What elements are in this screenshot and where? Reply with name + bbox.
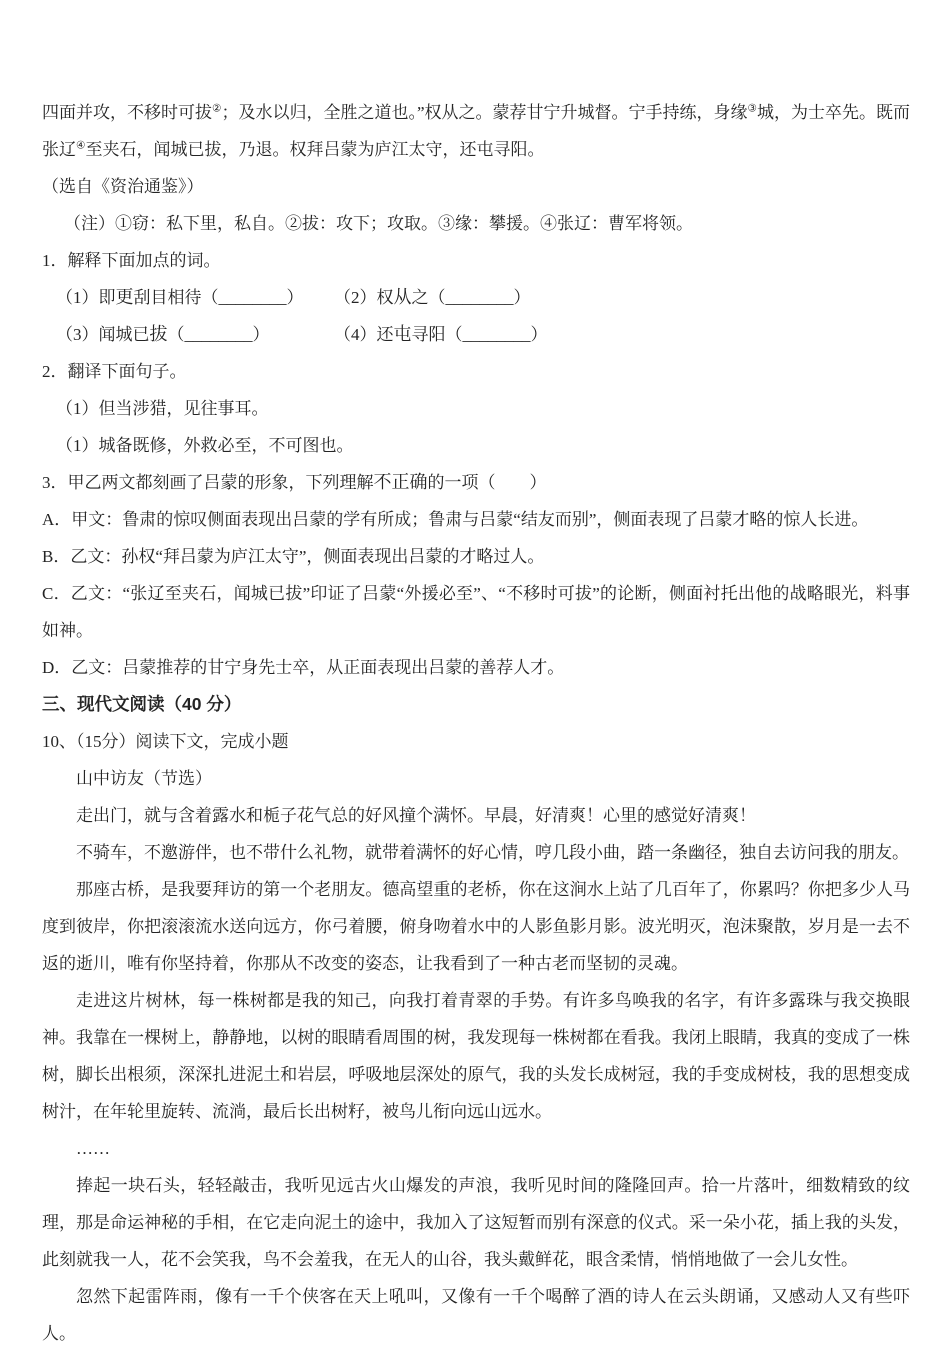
text-run: 3．甲乙两文都刻画了吕蒙的形象，下列理解 [42,473,374,492]
emphasized-word: 屯 [393,324,412,344]
text-run: （4）还 [334,325,394,344]
question-1-item-4 [334,316,548,353]
text-run: 刮目相待（________） [133,288,304,307]
text-run: （3）闻城已 [56,325,150,344]
question-1-row-1 [42,279,910,316]
text-run: （________） [167,325,270,344]
question-2-item-2: （1）城备既修，外救必至，不可图也。 [56,436,354,455]
question-3-prompt [42,464,910,501]
reading-ellipsis: …… [76,1139,110,1158]
reading-paragraph: 那座古桥，是我要拜访的第一个老朋友。德高望重的老桥，你在这涧水上站了几百年了，你累吗？你把多少人马度到彼岸，你把滚滚流水送向远方，你弓着腰，俯身吻着水中的人影鱼影月影。波光明灭，泡沫聚散，岁月是一去不返的逝川，唯有你坚持着，你那从不改变的姿态，让我看到了一种古老而坚韧的灵魂。 [42,880,910,973]
question-2-item-1: （1）但当涉猎，见往事耳。 [56,399,269,418]
reading-paragraph: 走出门，就与含着露水和栀子花气总的好风撞个满怀。早晨，好清爽！心里的感觉好清爽！ [76,806,756,825]
emphasized-word: 不正确 [373,472,428,492]
reading-title: 山中访友（节选） [76,769,212,788]
question-10-intro: 10、（15分）阅读下文，完成小题 [42,732,289,751]
emphasized-word: 更 [115,287,134,307]
reading-paragraph: 不骑车，不邀游伴，也不带什么礼物，就带着满怀的好心情，哼几段小曲，踏一条幽径，独自去访问我的朋友。 [76,843,909,862]
text-run: 寻阳（________） [411,325,548,344]
text-run: 之（________） [411,288,531,307]
question-3-option-b: B．乙文：孙权“拜吕蒙为庐江太守”，侧面表现出吕蒙的才略过人。 [42,547,545,566]
question-1-row-2 [42,316,910,353]
question-3-option-a: A．甲文：鲁肃的惊叹侧面表现出吕蒙的学有所成；鲁肃与吕蒙“结友而别”，侧面表现了吕蒙才略的惊人长进。 [42,510,869,529]
question-3-option-c: C．乙文：“张辽至夹石，闻城已拔”印证了吕蒙“外援必至”、“不移时可拔”的论断，侧面衬托出他的战略眼光，料事如神。 [42,584,910,640]
question-2-prompt: 2．翻译下面句子。 [42,362,187,381]
passage-source: （选自《资治通鉴》） [42,177,204,196]
text-run: （2）权 [334,288,394,307]
question-1-item-1 [56,279,334,316]
question-1-prompt: 1．解释下面加点的词。 [42,251,221,270]
reading-paragraph: 捧起一块石头，轻轻敲击，我听见远古火山爆发的声浪，我听见时间的隆隆回声。拾一片落叶，细数精致的纹理，那是命运神秘的手相，在它走向泥土的途中，我加入了这短暂而别有深意的仪式。采一朵小花，插上我的头发，此刻就我一人，花不会笑我，鸟不会羞我，在无人的山谷，我头戴鲜花，眼含柔情，悄悄地做了一会儿女性。 [42,1176,910,1269]
reading-paragraph: 忽然下起雷阵雨，像有一千个侠客在天上吼叫，又像有一千个喝醉了酒的诗人在云头朗诵，又感动人又有些吓人。 [42,1287,910,1343]
text-run: 的一项（ ） [427,473,547,492]
passage-notes: （注）①窃：私下里，私自。②拔：攻下；攻取。③缘：攀援。④张辽：曹军将领。 [64,214,693,233]
question-1-item-2 [334,279,531,316]
emphasized-word: 拔 [149,324,168,344]
emphasized-word: 从 [393,287,412,307]
question-1-item-3 [56,316,334,353]
classical-passage-continuation: 四面并攻，不移时可拔②；及水以归，全胜之道也。”权从之。蒙荐甘宁升城督。宁手持练，身缘③城，为士卒先。既而张辽④至夹石，闻城已拔，乃退。权拜吕蒙为庐江太守，还屯寻阳。 [42,103,911,159]
section-3-heading: 三、现代文阅读（40 分） [42,694,242,714]
reading-paragraph: 走进这片树林，每一株树都是我的知己，向我打着青翠的手势。有许多鸟唤我的名字，有许多露珠与我交换眼神。我靠在一棵树上，静静地，以树的眼睛看周围的树，我发现每一株树都在看我。我闭上眼睛，我真的变成了一株树，脚长出根须，深深扎进泥土和岩层，呼吸地层深处的原气，我的头发长成树冠，我的手变成树枝，我的思想变成树汁，在年轮里旋转、流淌，最后长出树籽，被鸟儿衔向远山远水。 [42,991,910,1121]
text-run: （1）即 [56,288,116,307]
question-3-option-d: D．乙文：吕蒙推荐的甘宁身先士卒，从正面表现出吕蒙的善荐人才。 [42,658,565,677]
